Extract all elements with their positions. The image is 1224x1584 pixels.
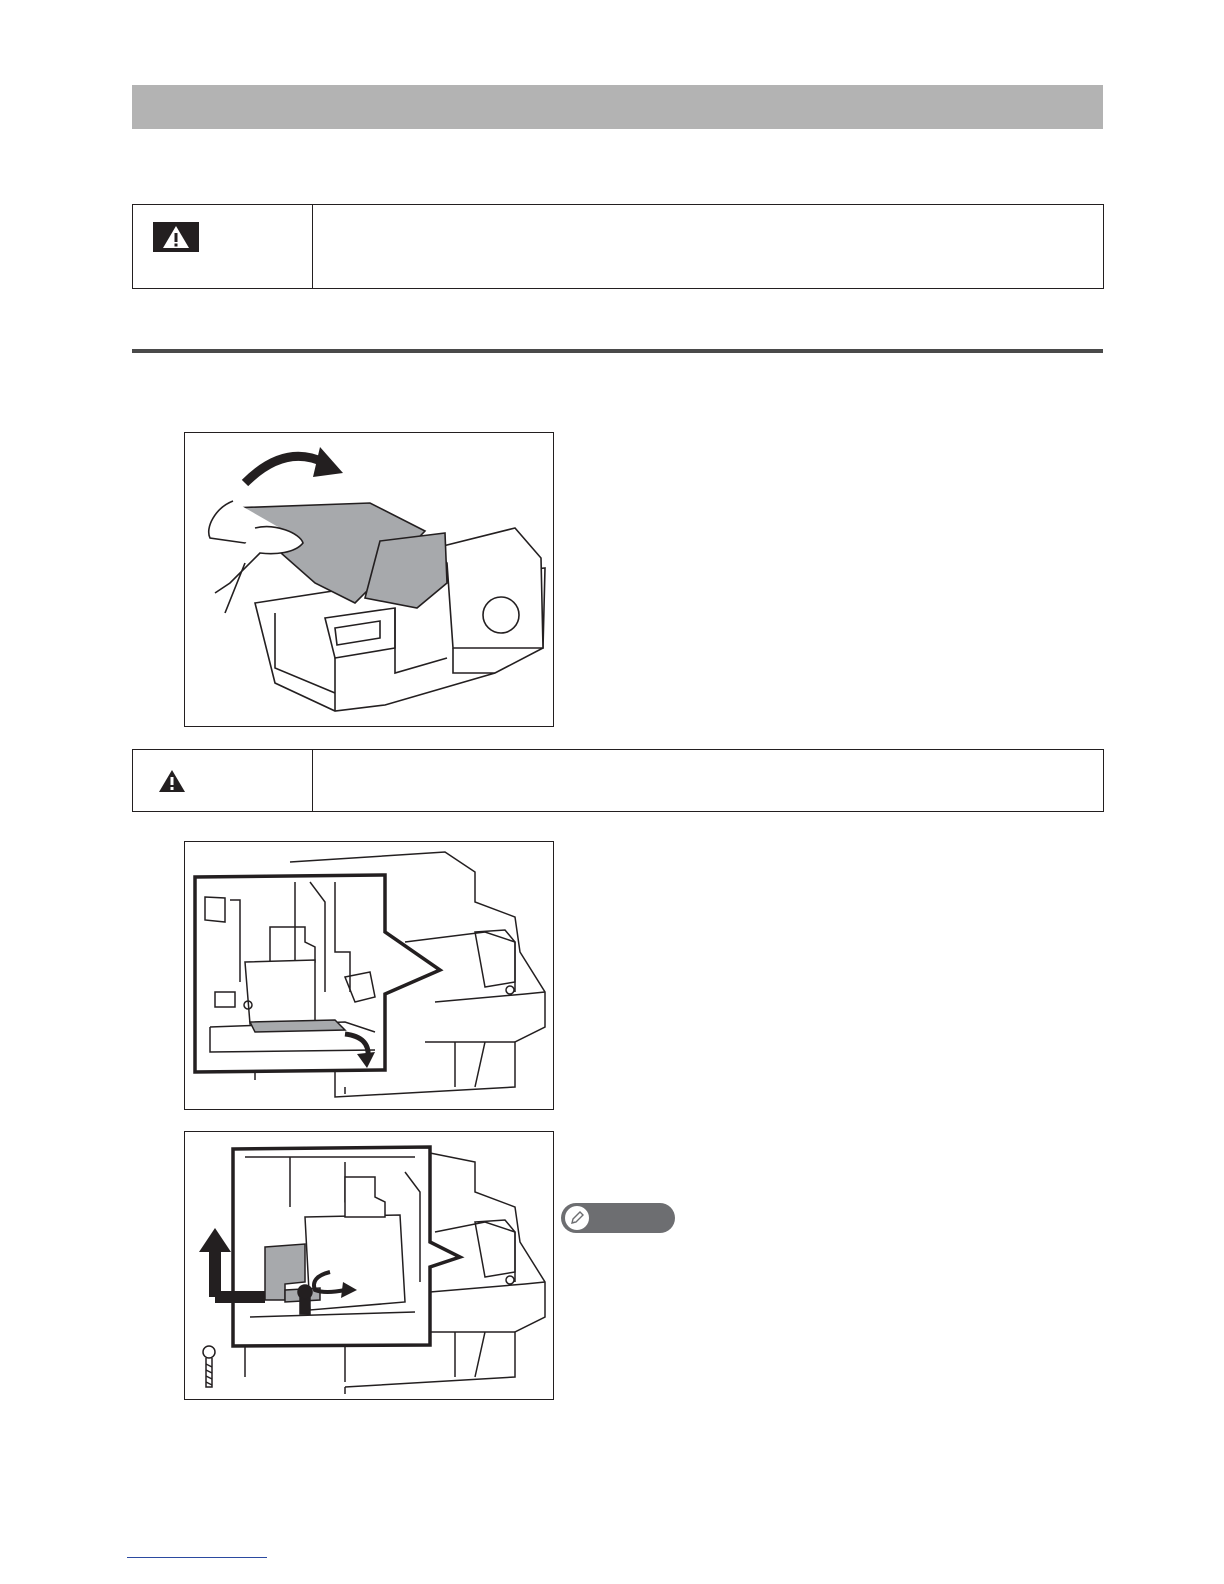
note-badge xyxy=(561,1203,675,1233)
pencil-icon xyxy=(565,1206,589,1230)
warning-badge xyxy=(153,222,199,252)
printer-inner-cover-illustration xyxy=(185,842,554,1110)
note-icon-circle xyxy=(564,1205,590,1231)
figure-open-inner-cover xyxy=(184,841,554,1110)
warning-box xyxy=(132,204,1104,289)
printer-fixing-plate-illustration xyxy=(185,1132,554,1400)
footer-link-underline xyxy=(127,1557,267,1558)
section-rule xyxy=(132,349,1103,353)
figure-open-cover xyxy=(184,432,554,727)
section-header-bar xyxy=(132,85,1103,129)
warning-triangle-icon xyxy=(153,222,199,252)
warning-box xyxy=(132,749,1104,812)
warning-label-cell xyxy=(133,750,313,811)
warning-label-cell xyxy=(133,205,313,288)
figure-remove-fixing-plate xyxy=(184,1131,554,1400)
warning-triangle-icon xyxy=(157,768,187,794)
printer-open-cover-illustration xyxy=(185,433,554,727)
